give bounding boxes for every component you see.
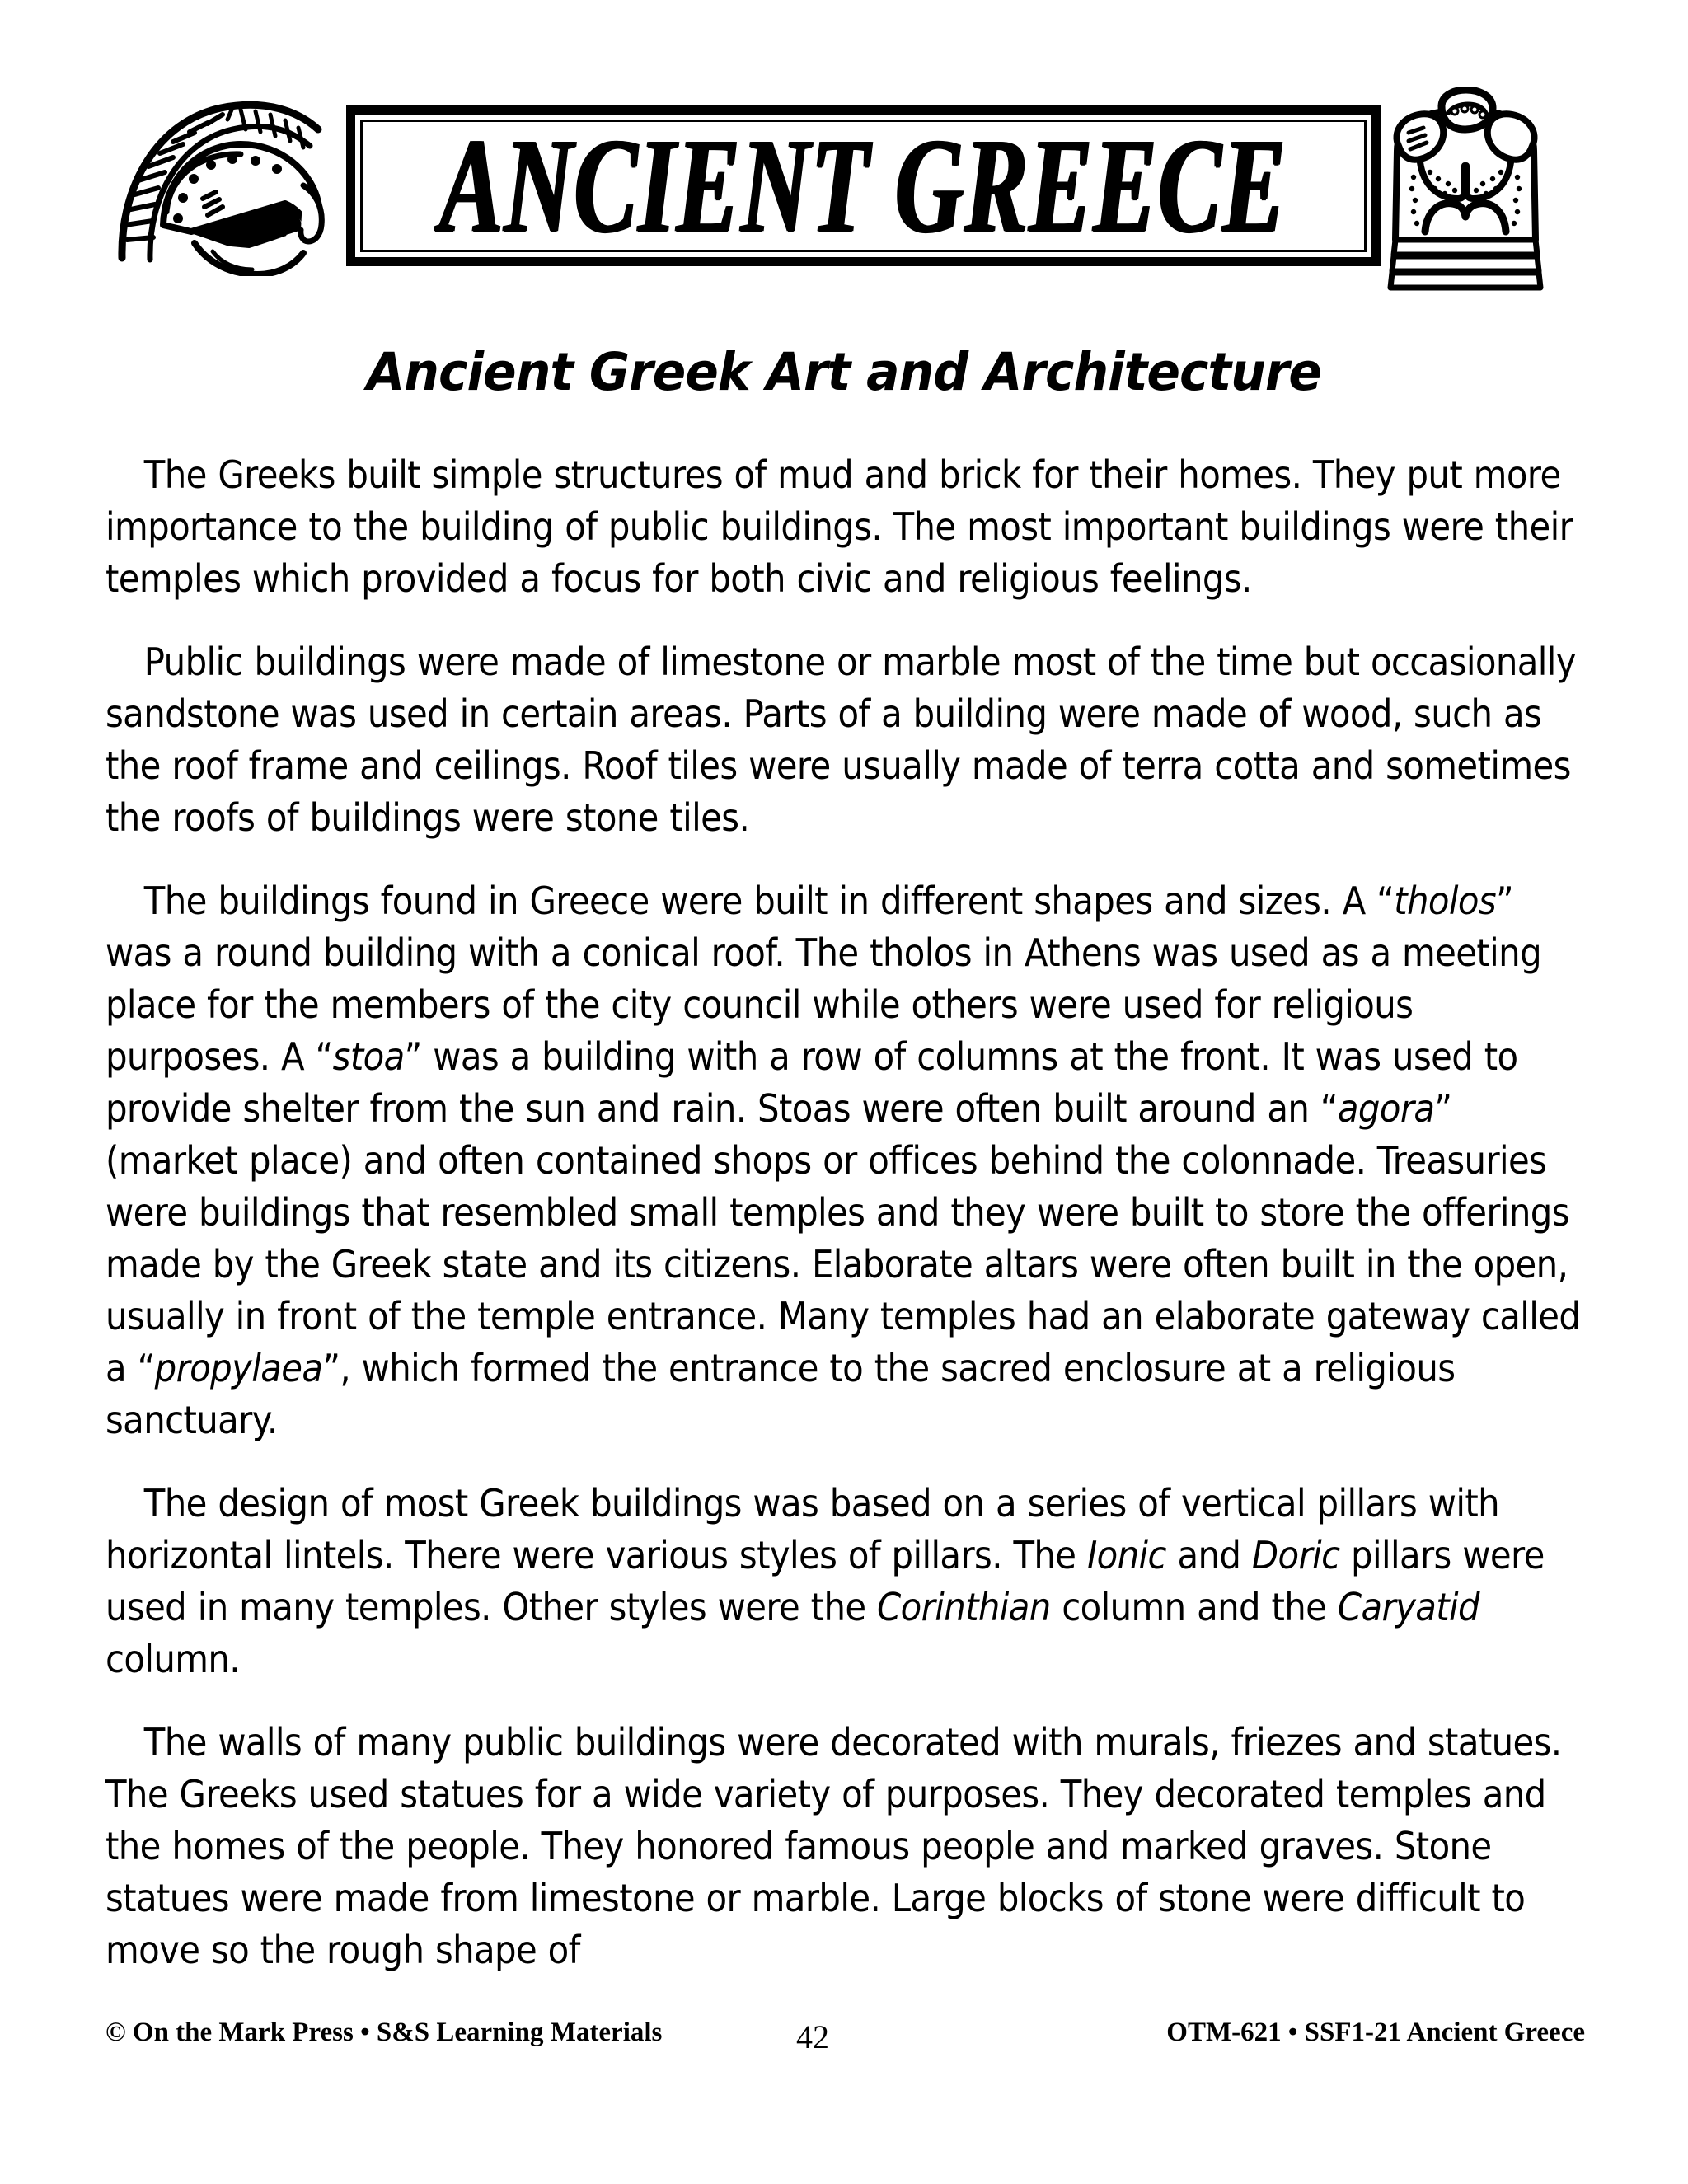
text-run: and bbox=[1165, 1533, 1252, 1577]
page-title: Ancient Greek Art and Architecture bbox=[366, 342, 1322, 402]
italic-term: Corinthian bbox=[877, 1585, 1051, 1629]
page-footer bbox=[106, 2018, 1585, 2055]
paragraph-2: Public buildings were made of limestone or marble most of the time but occasionally sandstone was used in certain areas. Parts of a building were made of wood, such as the roof frame and ceilings. Roof tiles were usually made of terra cotta and sometimes the roofs of buildings were stone tiles. bbox=[106, 640, 1576, 840]
banner-title-box bbox=[346, 105, 1381, 266]
greek-breastplate-icon bbox=[1372, 87, 1558, 293]
page-number: 42 bbox=[796, 2018, 829, 2055]
greek-helmet-icon bbox=[115, 87, 338, 276]
paragraph-1: The Greeks built simple structures of mud and brick for their homes. They put more importance to the building of public buildings. The most important buildings were their temples which provided a focus for both civic and religious feelings. bbox=[106, 452, 1573, 601]
article-body bbox=[106, 449, 1589, 2008]
italic-term: tholos bbox=[1394, 879, 1497, 923]
banner-title-text: ANCIENT GREECE bbox=[439, 110, 1287, 261]
italic-term: propylaea bbox=[154, 1346, 323, 1390]
footer-publisher: © On the Mark Press • S&S Learning Materials bbox=[106, 2018, 663, 2047]
text-run: ” (market place) and often contained shops or offices behind the colonnade. Treasuries were buildings that resembled small temples and they were built to store the offerings made by the Greek state and its citizens. Elaborate altars were often built in the open, usually in front of the temple entrance. Many temples had an elaborate gateway called a “ bbox=[106, 1086, 1581, 1390]
italic-term: Doric bbox=[1251, 1533, 1340, 1577]
italic-term: Caryatid bbox=[1337, 1585, 1479, 1629]
page-header-banner bbox=[0, 0, 1688, 321]
text-run: ”, which formed the entrance to the sacred enclosure at a religious sanctuary. bbox=[106, 1346, 1456, 1442]
italic-term: stoa bbox=[332, 1034, 405, 1079]
footer-product-code: OTM-621 • SSF1-21 Ancient Greece bbox=[1166, 2018, 1585, 2047]
paragraph-5: The walls of many public buildings were decorated with murals, friezes and statues. The Greeks used statues for a wide variety of purposes. They decorated temples and the homes of the people. They honored famous people and marked graves. Stone statues were made from limestone or marble. Large blocks of stone were difficult to move so the rough shape of bbox=[106, 1720, 1562, 1972]
text-run: ” was a round building with a conical roof. The tholos in Athens was used as a meeting place for the members of the city council while others were used for religious purposes. A “ bbox=[106, 879, 1542, 1079]
text-run: The buildings found in Greece were built in different shapes and sizes. A “ bbox=[143, 879, 1395, 923]
text-run: column. bbox=[106, 1637, 240, 1681]
paragraph-4 bbox=[106, 1478, 1587, 1685]
text-run: The design of most Greek buildings was based on a series of vertical pillars with horizontal lintels. There were various styles of pillars. The bbox=[106, 1481, 1500, 1577]
italic-term: Ionic bbox=[1086, 1533, 1166, 1577]
italic-term: agora bbox=[1337, 1086, 1435, 1131]
text-run: ” was a building with a row of columns at the front. It was used to provide shelter from the sun and rain. Stoas were often built around an “ bbox=[106, 1034, 1518, 1131]
paragraph-3 bbox=[106, 875, 1587, 1446]
text-run: pillars were used in many temples. Other styles were the bbox=[106, 1533, 1545, 1629]
text-run: column and the bbox=[1050, 1585, 1338, 1629]
